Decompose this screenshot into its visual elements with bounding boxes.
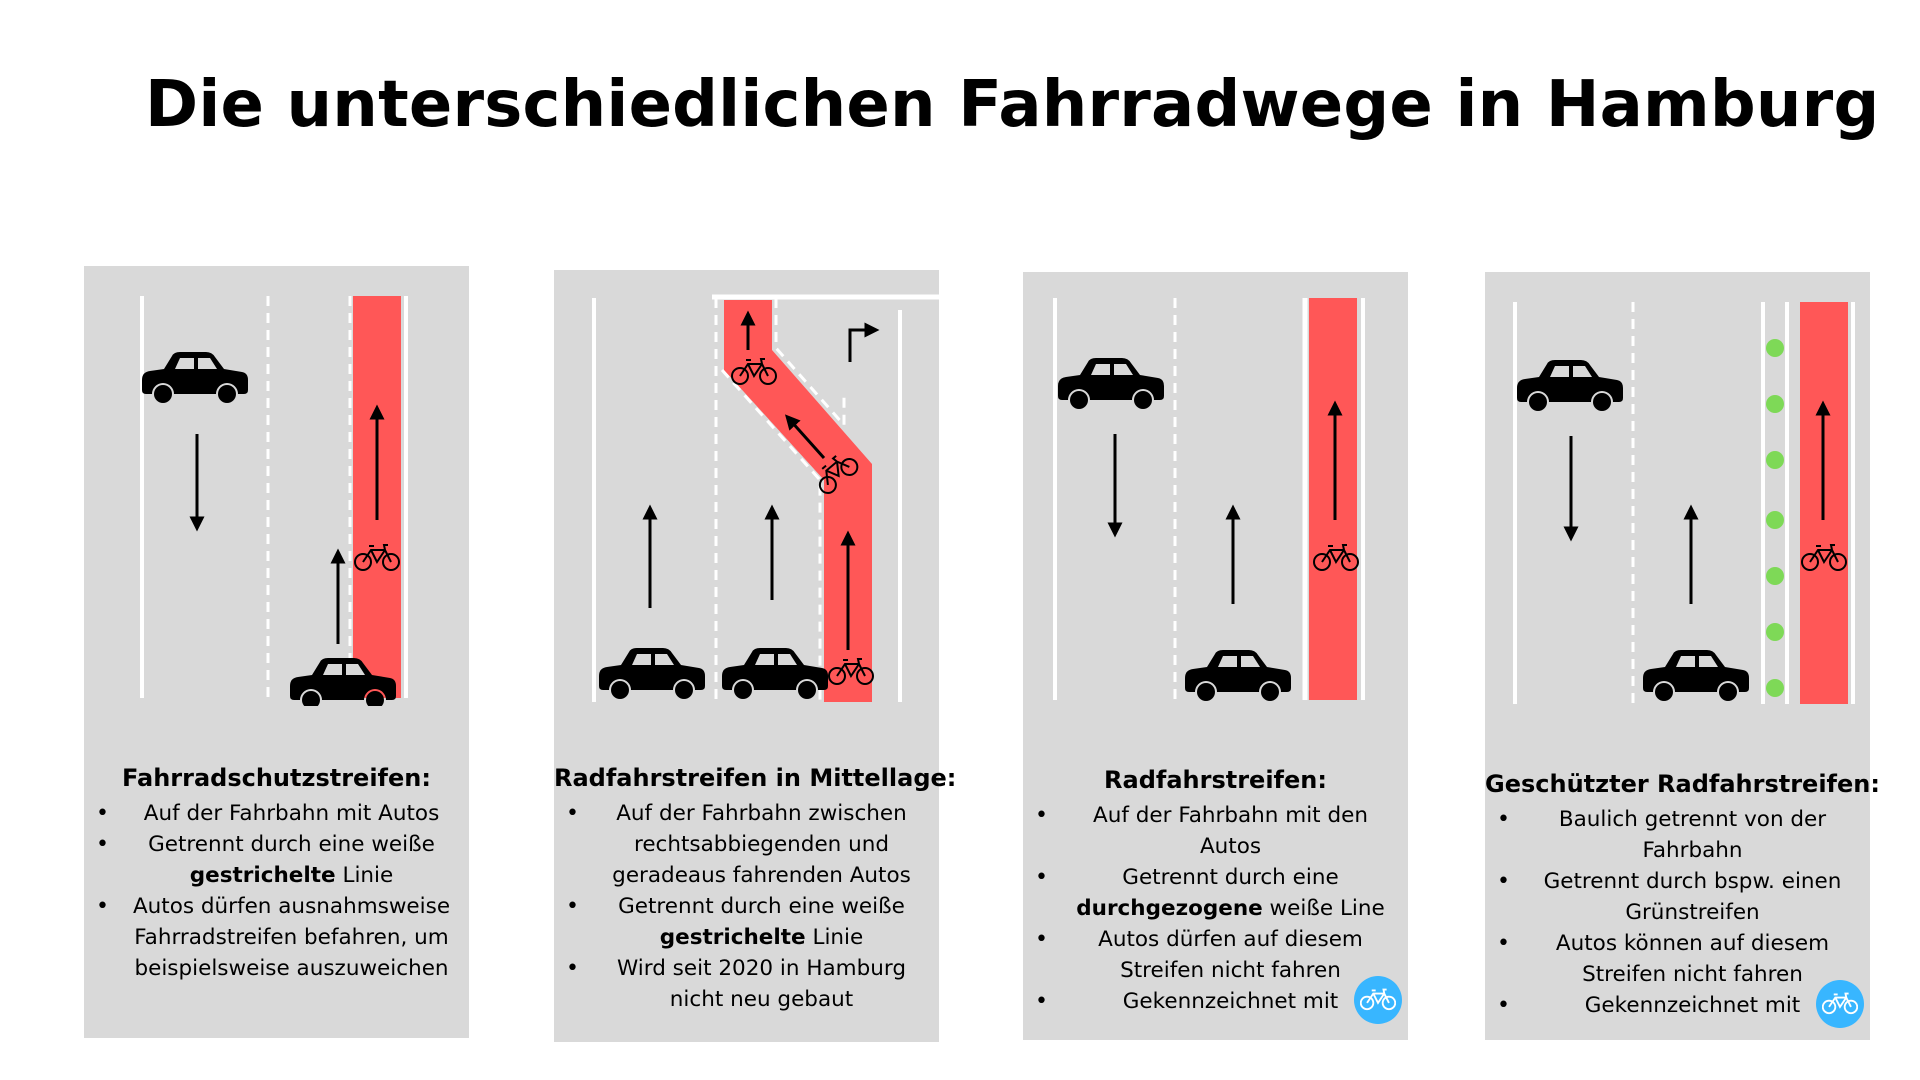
green-strip [1766, 339, 1784, 697]
road-diagram-geschuetzter-radfahrstreifen [1485, 272, 1870, 712]
turn-right-arrow-icon [850, 330, 872, 362]
bullet-list [1023, 800, 1408, 1017]
car-icon [1643, 650, 1749, 701]
bullet-text: Linie [805, 925, 864, 950]
bullet-item: • Baulich getrennt von der Fahrbahn [1485, 804, 1870, 866]
bullet-item [1023, 986, 1408, 1017]
bullet-text: Gekennzeichnet mit [1584, 993, 1801, 1018]
bullet-item [1485, 990, 1870, 1021]
bullet-text: Getrennt durch eine weiße [148, 832, 435, 857]
green-dot [1766, 451, 1784, 469]
bullet-item [84, 829, 469, 891]
bullet-item: • Getrennt durch bspw. einen Grünstreifen [1485, 866, 1870, 928]
panel-geschuetzter-radfahrstreifen [1485, 272, 1880, 1040]
green-dot [1766, 567, 1784, 585]
bicycle-badge-icon [1816, 980, 1864, 1028]
green-dot [1766, 395, 1784, 413]
bicycle-badge-icon [1354, 976, 1402, 1024]
car-icon [599, 648, 705, 699]
bullet-bold: durchgezogene [1076, 896, 1263, 921]
panel-fahrradschutzstreifen [84, 266, 469, 1038]
green-dot [1766, 679, 1784, 697]
bullet-item: • Autos dürfen ausnahmsweise Fahrradstreifen befahren, um beispielsweise auszuweichen [84, 891, 469, 984]
bullet-item: • Autos können auf diesem Streifen nicht fahren [1485, 928, 1870, 990]
bullet-text: Gekennzeichnet mit [1122, 989, 1339, 1014]
green-dot [1766, 511, 1784, 529]
bullet-item: • Auf der Fahrbahn mit Autos [84, 798, 469, 829]
panel-heading: Fahrradschutzstreifen: [122, 764, 431, 792]
bullet-text: Getrennt durch eine weiße [618, 894, 905, 919]
panel-radfahrstreifen-mittellage [554, 270, 957, 1042]
car-icon [1058, 358, 1164, 409]
bullet-item [554, 891, 939, 953]
bullet-bold: gestrichelte [189, 863, 336, 888]
bullet-item: • Wird seit 2020 in Hamburg nicht neu gebaut [554, 953, 939, 1015]
bullet-text: weiße Line [1262, 896, 1385, 921]
car-icon [1185, 650, 1291, 701]
bullet-list [84, 798, 469, 984]
road-diagram-mittellage [554, 270, 939, 710]
bullet-item [1023, 862, 1408, 924]
road-diagram-radfahrstreifen [1023, 272, 1408, 712]
bullet-item: • Auf der Fahrbahn mit den Autos [1023, 800, 1408, 862]
bike-lane [1309, 298, 1357, 700]
bullet-text: Linie [335, 863, 394, 888]
bullet-item: • Auf der Fahrbahn zwischen rechtsabbiegenden und geradeaus fahrenden Autos [554, 798, 939, 891]
page-title: Die unterschiedlichen Fahrradwege in Hamburg [145, 68, 1880, 142]
green-dot [1766, 339, 1784, 357]
green-dot [1766, 623, 1784, 641]
bullet-text: Getrennt durch eine [1122, 865, 1339, 890]
panel-radfahrstreifen [1023, 272, 1408, 1040]
panel-heading: Radfahrstreifen: [1104, 766, 1327, 794]
panel-heading: Radfahrstreifen in Mittellage: [554, 764, 957, 792]
panel-heading: Geschützter Radfahrstreifen: [1485, 770, 1880, 798]
road-diagram-fahrradschutzstreifen [84, 266, 469, 706]
bullet-list [1485, 804, 1870, 1021]
bullet-item: • Autos dürfen auf diesem Streifen nicht fahren [1023, 924, 1408, 986]
bullet-list [554, 798, 939, 1015]
car-icon [722, 648, 828, 699]
car-icon [142, 352, 248, 403]
car-icon [1517, 360, 1623, 411]
bullet-bold: gestrichelte [659, 925, 806, 950]
